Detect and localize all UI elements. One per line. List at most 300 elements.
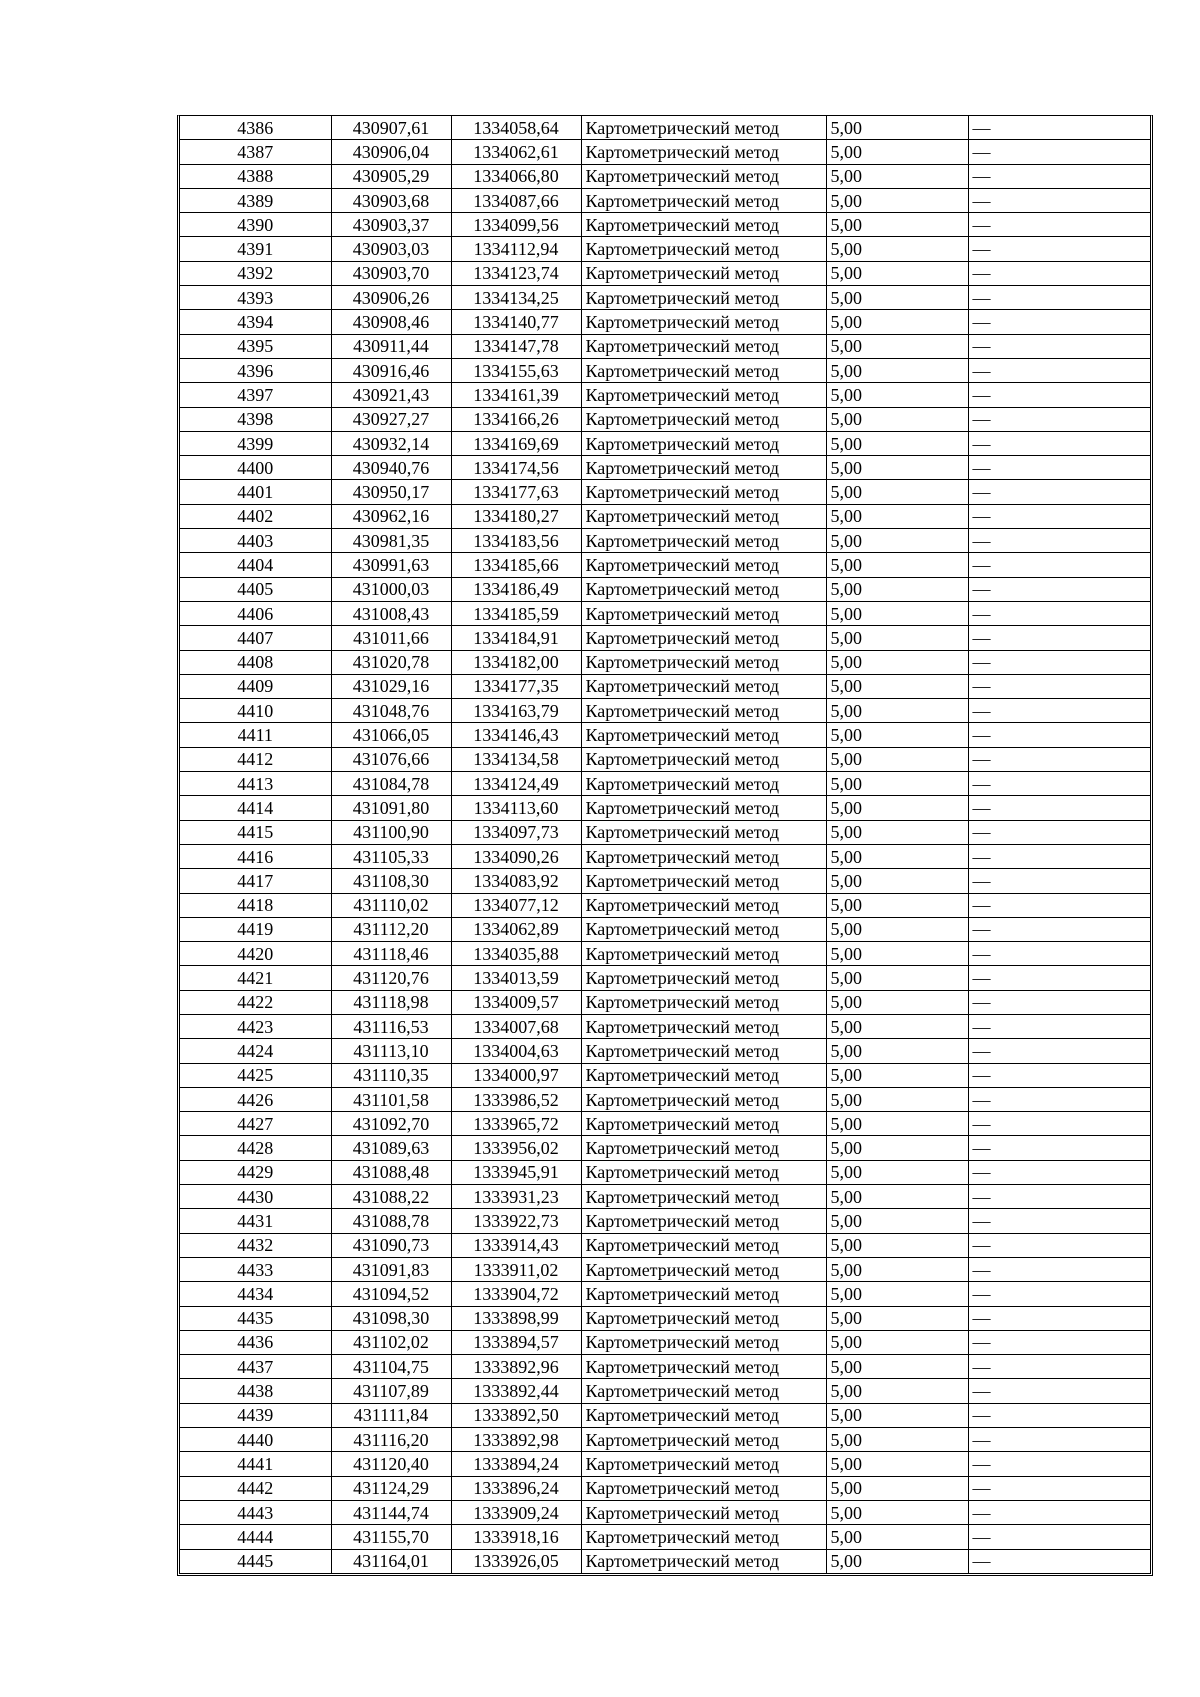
- description-cell: —: [968, 577, 1150, 601]
- description-cell: —: [968, 650, 1150, 674]
- point-number-cell: 4435: [180, 1306, 331, 1330]
- x-coordinate-cell: 430981,35: [331, 529, 451, 553]
- method-cell: Картометрический метод: [581, 1160, 826, 1184]
- accuracy-cell: 5,00: [826, 772, 968, 796]
- x-coordinate-cell: 431120,40: [331, 1452, 451, 1476]
- method-cell: Картометрический метод: [581, 334, 826, 358]
- table-row: [180, 699, 1150, 723]
- y-coordinate-cell: 1334035,88: [451, 942, 581, 966]
- accuracy-cell: 5,00: [826, 1039, 968, 1063]
- table-row: [180, 1428, 1150, 1452]
- method-cell: Картометрический метод: [581, 601, 826, 625]
- table-row: [180, 1379, 1150, 1403]
- description-cell: —: [968, 164, 1150, 188]
- point-number-cell: 4393: [180, 286, 331, 310]
- accuracy-cell: 5,00: [826, 723, 968, 747]
- method-cell: Картометрический метод: [581, 529, 826, 553]
- x-coordinate-cell: 431000,03: [331, 577, 451, 601]
- accuracy-cell: 5,00: [826, 383, 968, 407]
- description-cell: —: [968, 407, 1150, 431]
- table-row: [180, 650, 1150, 674]
- x-coordinate-cell: 431091,83: [331, 1257, 451, 1281]
- y-coordinate-cell: 1334134,58: [451, 747, 581, 771]
- table-row: [180, 772, 1150, 796]
- description-cell: —: [968, 188, 1150, 212]
- point-number-cell: 4425: [180, 1063, 331, 1087]
- description-cell: —: [968, 504, 1150, 528]
- table-row: [180, 966, 1150, 990]
- accuracy-cell: 5,00: [826, 674, 968, 698]
- x-coordinate-cell: 431011,66: [331, 626, 451, 650]
- description-cell: —: [968, 1403, 1150, 1427]
- point-number-cell: 4427: [180, 1112, 331, 1136]
- point-number-cell: 4439: [180, 1403, 331, 1427]
- point-number-cell: 4408: [180, 650, 331, 674]
- y-coordinate-cell: 1334174,56: [451, 456, 581, 480]
- description-cell: —: [968, 553, 1150, 577]
- table-row: [180, 1209, 1150, 1233]
- y-coordinate-cell: 1333986,52: [451, 1087, 581, 1111]
- method-cell: Картометрический метод: [581, 1403, 826, 1427]
- accuracy-cell: 5,00: [826, 966, 968, 990]
- method-cell: Картометрический метод: [581, 1185, 826, 1209]
- method-cell: Картометрический метод: [581, 237, 826, 261]
- point-number-cell: 4436: [180, 1330, 331, 1354]
- point-number-cell: 4399: [180, 431, 331, 455]
- accuracy-cell: 5,00: [826, 286, 968, 310]
- accuracy-cell: 5,00: [826, 1452, 968, 1476]
- point-number-cell: 4431: [180, 1209, 331, 1233]
- y-coordinate-cell: 1334013,59: [451, 966, 581, 990]
- y-coordinate-cell: 1334062,61: [451, 140, 581, 164]
- y-coordinate-cell: 1333892,50: [451, 1403, 581, 1427]
- table-row: [180, 1136, 1150, 1160]
- accuracy-cell: 5,00: [826, 358, 968, 382]
- description-cell: —: [968, 1014, 1150, 1038]
- point-number-cell: 4406: [180, 601, 331, 625]
- accuracy-cell: 5,00: [826, 601, 968, 625]
- method-cell: Картометрический метод: [581, 1428, 826, 1452]
- description-cell: —: [968, 1476, 1150, 1500]
- x-coordinate-cell: 430940,76: [331, 456, 451, 480]
- point-number-cell: 4388: [180, 164, 331, 188]
- accuracy-cell: 5,00: [826, 626, 968, 650]
- description-cell: —: [968, 1087, 1150, 1111]
- accuracy-cell: 5,00: [826, 1087, 968, 1111]
- table-row: [180, 1063, 1150, 1087]
- x-coordinate-cell: 431110,02: [331, 893, 451, 917]
- point-number-cell: 4443: [180, 1500, 331, 1524]
- table-row: [180, 1330, 1150, 1354]
- x-coordinate-cell: 431155,70: [331, 1525, 451, 1549]
- table-row: [180, 383, 1150, 407]
- point-number-cell: 4409: [180, 674, 331, 698]
- y-coordinate-cell: 1334062,89: [451, 917, 581, 941]
- x-coordinate-cell: 430903,03: [331, 237, 451, 261]
- y-coordinate-cell: 1333894,24: [451, 1452, 581, 1476]
- y-coordinate-cell: 1333898,99: [451, 1306, 581, 1330]
- y-coordinate-cell: 1334185,59: [451, 601, 581, 625]
- x-coordinate-cell: 430921,43: [331, 383, 451, 407]
- y-coordinate-cell: 1334066,80: [451, 164, 581, 188]
- point-number-cell: 4416: [180, 844, 331, 868]
- point-number-cell: 4387: [180, 140, 331, 164]
- point-number-cell: 4423: [180, 1014, 331, 1038]
- method-cell: Картометрический метод: [581, 1282, 826, 1306]
- accuracy-cell: 5,00: [826, 456, 968, 480]
- description-cell: —: [968, 796, 1150, 820]
- x-coordinate-cell: 431088,48: [331, 1160, 451, 1184]
- description-cell: —: [968, 140, 1150, 164]
- y-coordinate-cell: 1334112,94: [451, 237, 581, 261]
- table-row: [180, 1014, 1150, 1038]
- point-number-cell: 4403: [180, 529, 331, 553]
- y-coordinate-cell: 1334186,49: [451, 577, 581, 601]
- accuracy-cell: 5,00: [826, 480, 968, 504]
- y-coordinate-cell: 1334183,56: [451, 529, 581, 553]
- y-coordinate-cell: 1333896,24: [451, 1476, 581, 1500]
- description-cell: —: [968, 1306, 1150, 1330]
- description-cell: —: [968, 286, 1150, 310]
- y-coordinate-cell: 1334058,64: [451, 116, 581, 140]
- y-coordinate-cell: 1334009,57: [451, 990, 581, 1014]
- x-coordinate-cell: 431020,78: [331, 650, 451, 674]
- table-row: [180, 116, 1150, 140]
- table-row: [180, 261, 1150, 285]
- accuracy-cell: 5,00: [826, 1063, 968, 1087]
- point-number-cell: 4412: [180, 747, 331, 771]
- accuracy-cell: 5,00: [826, 1185, 968, 1209]
- coordinates-table-body: [180, 116, 1150, 1573]
- x-coordinate-cell: 430903,37: [331, 213, 451, 237]
- table-row: [180, 1306, 1150, 1330]
- description-cell: —: [968, 601, 1150, 625]
- accuracy-cell: 5,00: [826, 188, 968, 212]
- point-number-cell: 4438: [180, 1379, 331, 1403]
- description-cell: —: [968, 893, 1150, 917]
- accuracy-cell: 5,00: [826, 1112, 968, 1136]
- x-coordinate-cell: 430932,14: [331, 431, 451, 455]
- method-cell: Картометрический метод: [581, 407, 826, 431]
- accuracy-cell: 5,00: [826, 310, 968, 334]
- method-cell: Картометрический метод: [581, 1209, 826, 1233]
- y-coordinate-cell: 1334147,78: [451, 334, 581, 358]
- description-cell: —: [968, 1549, 1150, 1573]
- accuracy-cell: 5,00: [826, 1306, 968, 1330]
- x-coordinate-cell: 431110,35: [331, 1063, 451, 1087]
- point-number-cell: 4413: [180, 772, 331, 796]
- table-row: [180, 626, 1150, 650]
- description-cell: —: [968, 480, 1150, 504]
- accuracy-cell: 5,00: [826, 820, 968, 844]
- y-coordinate-cell: 1334163,79: [451, 699, 581, 723]
- method-cell: Картометрический метод: [581, 1039, 826, 1063]
- point-number-cell: 4414: [180, 796, 331, 820]
- method-cell: Картометрический метод: [581, 699, 826, 723]
- point-number-cell: 4441: [180, 1452, 331, 1476]
- x-coordinate-cell: 430911,44: [331, 334, 451, 358]
- x-coordinate-cell: 431090,73: [331, 1233, 451, 1257]
- accuracy-cell: 5,00: [826, 650, 968, 674]
- x-coordinate-cell: 431094,52: [331, 1282, 451, 1306]
- table-row: [180, 334, 1150, 358]
- method-cell: Картометрический метод: [581, 116, 826, 140]
- table-row: [180, 1476, 1150, 1500]
- x-coordinate-cell: 431112,20: [331, 917, 451, 941]
- point-number-cell: 4440: [180, 1428, 331, 1452]
- point-number-cell: 4394: [180, 310, 331, 334]
- accuracy-cell: 5,00: [826, 942, 968, 966]
- x-coordinate-cell: 431008,43: [331, 601, 451, 625]
- table-row: [180, 1160, 1150, 1184]
- point-number-cell: 4402: [180, 504, 331, 528]
- x-coordinate-cell: 431116,20: [331, 1428, 451, 1452]
- point-number-cell: 4429: [180, 1160, 331, 1184]
- method-cell: Картометрический метод: [581, 456, 826, 480]
- method-cell: Картометрический метод: [581, 213, 826, 237]
- x-coordinate-cell: 431164,01: [331, 1549, 451, 1573]
- y-coordinate-cell: 1334097,73: [451, 820, 581, 844]
- point-number-cell: 4434: [180, 1282, 331, 1306]
- point-number-cell: 4396: [180, 358, 331, 382]
- description-cell: —: [968, 1209, 1150, 1233]
- accuracy-cell: 5,00: [826, 1355, 968, 1379]
- y-coordinate-cell: 1333922,73: [451, 1209, 581, 1233]
- table-row: [180, 820, 1150, 844]
- accuracy-cell: 5,00: [826, 1549, 968, 1573]
- description-cell: —: [968, 820, 1150, 844]
- table-row: [180, 188, 1150, 212]
- method-cell: Картометрический метод: [581, 990, 826, 1014]
- point-number-cell: 4419: [180, 917, 331, 941]
- table-row: [180, 1257, 1150, 1281]
- x-coordinate-cell: 430906,26: [331, 286, 451, 310]
- x-coordinate-cell: 431076,66: [331, 747, 451, 771]
- table-row: [180, 164, 1150, 188]
- table-row: [180, 504, 1150, 528]
- description-cell: —: [968, 1428, 1150, 1452]
- y-coordinate-cell: 1334000,97: [451, 1063, 581, 1087]
- method-cell: Картометрический метод: [581, 1112, 826, 1136]
- description-cell: —: [968, 747, 1150, 771]
- description-cell: —: [968, 358, 1150, 382]
- point-number-cell: 4404: [180, 553, 331, 577]
- point-number-cell: 4444: [180, 1525, 331, 1549]
- y-coordinate-cell: 1334155,63: [451, 358, 581, 382]
- x-coordinate-cell: 431118,98: [331, 990, 451, 1014]
- point-number-cell: 4424: [180, 1039, 331, 1063]
- x-coordinate-cell: 431089,63: [331, 1136, 451, 1160]
- accuracy-cell: 5,00: [826, 917, 968, 941]
- description-cell: —: [968, 1355, 1150, 1379]
- method-cell: Картометрический метод: [581, 310, 826, 334]
- method-cell: Картометрический метод: [581, 917, 826, 941]
- table-row: [180, 431, 1150, 455]
- accuracy-cell: 5,00: [826, 504, 968, 528]
- description-cell: —: [968, 213, 1150, 237]
- table-row: [180, 1039, 1150, 1063]
- method-cell: Картометрический метод: [581, 1452, 826, 1476]
- coordinates-table-frame: [177, 115, 1153, 1576]
- table-row: [180, 893, 1150, 917]
- table-row: [180, 990, 1150, 1014]
- accuracy-cell: 5,00: [826, 990, 968, 1014]
- accuracy-cell: 5,00: [826, 1428, 968, 1452]
- table-row: [180, 310, 1150, 334]
- table-row: [180, 407, 1150, 431]
- description-cell: —: [968, 1500, 1150, 1524]
- accuracy-cell: 5,00: [826, 431, 968, 455]
- y-coordinate-cell: 1334134,25: [451, 286, 581, 310]
- accuracy-cell: 5,00: [826, 261, 968, 285]
- description-cell: —: [968, 1039, 1150, 1063]
- x-coordinate-cell: 430950,17: [331, 480, 451, 504]
- point-number-cell: 4422: [180, 990, 331, 1014]
- method-cell: Картометрический метод: [581, 358, 826, 382]
- accuracy-cell: 5,00: [826, 1500, 968, 1524]
- description-cell: —: [968, 116, 1150, 140]
- point-number-cell: 4410: [180, 699, 331, 723]
- description-cell: —: [968, 1063, 1150, 1087]
- point-number-cell: 4411: [180, 723, 331, 747]
- description-cell: —: [968, 1282, 1150, 1306]
- method-cell: Картометрический метод: [581, 431, 826, 455]
- x-coordinate-cell: 431108,30: [331, 869, 451, 893]
- y-coordinate-cell: 1333926,05: [451, 1549, 581, 1573]
- method-cell: Картометрический метод: [581, 1476, 826, 1500]
- x-coordinate-cell: 430916,46: [331, 358, 451, 382]
- point-number-cell: 4407: [180, 626, 331, 650]
- description-cell: —: [968, 869, 1150, 893]
- description-cell: —: [968, 1112, 1150, 1136]
- table-row: [180, 747, 1150, 771]
- description-cell: —: [968, 1160, 1150, 1184]
- x-coordinate-cell: 431120,76: [331, 966, 451, 990]
- x-coordinate-cell: 431102,02: [331, 1330, 451, 1354]
- table-row: [180, 1282, 1150, 1306]
- accuracy-cell: 5,00: [826, 1476, 968, 1500]
- y-coordinate-cell: 1333904,72: [451, 1282, 581, 1306]
- table-row: [180, 286, 1150, 310]
- table-row: [180, 358, 1150, 382]
- point-number-cell: 4426: [180, 1087, 331, 1111]
- y-coordinate-cell: 1333931,23: [451, 1185, 581, 1209]
- x-coordinate-cell: 430905,29: [331, 164, 451, 188]
- description-cell: —: [968, 529, 1150, 553]
- method-cell: Картометрический метод: [581, 1233, 826, 1257]
- method-cell: Картометрический метод: [581, 480, 826, 504]
- accuracy-cell: 5,00: [826, 1209, 968, 1233]
- x-coordinate-cell: 430991,63: [331, 553, 451, 577]
- method-cell: Картометрический метод: [581, 1549, 826, 1573]
- x-coordinate-cell: 431104,75: [331, 1355, 451, 1379]
- y-coordinate-cell: 1334177,35: [451, 674, 581, 698]
- description-cell: —: [968, 1233, 1150, 1257]
- table-row: [180, 796, 1150, 820]
- method-cell: Картометрический метод: [581, 1014, 826, 1038]
- table-row: [180, 723, 1150, 747]
- description-cell: —: [968, 917, 1150, 941]
- point-number-cell: 4437: [180, 1355, 331, 1379]
- point-number-cell: 4386: [180, 116, 331, 140]
- accuracy-cell: 5,00: [826, 1282, 968, 1306]
- x-coordinate-cell: 431091,80: [331, 796, 451, 820]
- x-coordinate-cell: 430907,61: [331, 116, 451, 140]
- point-number-cell: 4401: [180, 480, 331, 504]
- point-number-cell: 4433: [180, 1257, 331, 1281]
- point-number-cell: 4421: [180, 966, 331, 990]
- y-coordinate-cell: 1334087,66: [451, 188, 581, 212]
- method-cell: Картометрический метод: [581, 893, 826, 917]
- x-coordinate-cell: 431113,10: [331, 1039, 451, 1063]
- description-cell: —: [968, 383, 1150, 407]
- table-row: [180, 213, 1150, 237]
- description-cell: —: [968, 626, 1150, 650]
- description-cell: —: [968, 456, 1150, 480]
- method-cell: Картометрический метод: [581, 1355, 826, 1379]
- table-row: [180, 869, 1150, 893]
- x-coordinate-cell: 431066,05: [331, 723, 451, 747]
- y-coordinate-cell: 1334113,60: [451, 796, 581, 820]
- accuracy-cell: 5,00: [826, 407, 968, 431]
- accuracy-cell: 5,00: [826, 553, 968, 577]
- y-coordinate-cell: 1333892,96: [451, 1355, 581, 1379]
- accuracy-cell: 5,00: [826, 1160, 968, 1184]
- accuracy-cell: 5,00: [826, 1014, 968, 1038]
- method-cell: Картометрический метод: [581, 383, 826, 407]
- method-cell: Картометрический метод: [581, 1525, 826, 1549]
- point-number-cell: 4420: [180, 942, 331, 966]
- point-number-cell: 4392: [180, 261, 331, 285]
- description-cell: —: [968, 1330, 1150, 1354]
- table-row: [180, 1549, 1150, 1573]
- y-coordinate-cell: 1334077,12: [451, 893, 581, 917]
- description-cell: —: [968, 674, 1150, 698]
- table-row: [180, 1452, 1150, 1476]
- method-cell: Картометрический метод: [581, 942, 826, 966]
- y-coordinate-cell: 1333965,72: [451, 1112, 581, 1136]
- y-coordinate-cell: 1333892,44: [451, 1379, 581, 1403]
- coordinates-table: [180, 116, 1150, 1573]
- x-coordinate-cell: 431092,70: [331, 1112, 451, 1136]
- x-coordinate-cell: 430962,16: [331, 504, 451, 528]
- method-cell: Картометрический метод: [581, 1136, 826, 1160]
- y-coordinate-cell: 1334184,91: [451, 626, 581, 650]
- method-cell: Картометрический метод: [581, 626, 826, 650]
- description-cell: —: [968, 1257, 1150, 1281]
- table-row: [180, 1112, 1150, 1136]
- y-coordinate-cell: 1334123,74: [451, 261, 581, 285]
- method-cell: Картометрический метод: [581, 577, 826, 601]
- table-row: [180, 1525, 1150, 1549]
- method-cell: Картометрический метод: [581, 772, 826, 796]
- description-cell: —: [968, 966, 1150, 990]
- method-cell: Картометрический метод: [581, 286, 826, 310]
- table-row: [180, 529, 1150, 553]
- y-coordinate-cell: 1334185,66: [451, 553, 581, 577]
- table-row: [180, 1185, 1150, 1209]
- y-coordinate-cell: 1334177,63: [451, 480, 581, 504]
- point-number-cell: 4442: [180, 1476, 331, 1500]
- x-coordinate-cell: 431124,29: [331, 1476, 451, 1500]
- accuracy-cell: 5,00: [826, 796, 968, 820]
- y-coordinate-cell: 1333911,02: [451, 1257, 581, 1281]
- method-cell: Картометрический метод: [581, 1500, 826, 1524]
- accuracy-cell: 5,00: [826, 1330, 968, 1354]
- accuracy-cell: 5,00: [826, 164, 968, 188]
- y-coordinate-cell: 1334161,39: [451, 383, 581, 407]
- point-number-cell: 4445: [180, 1549, 331, 1573]
